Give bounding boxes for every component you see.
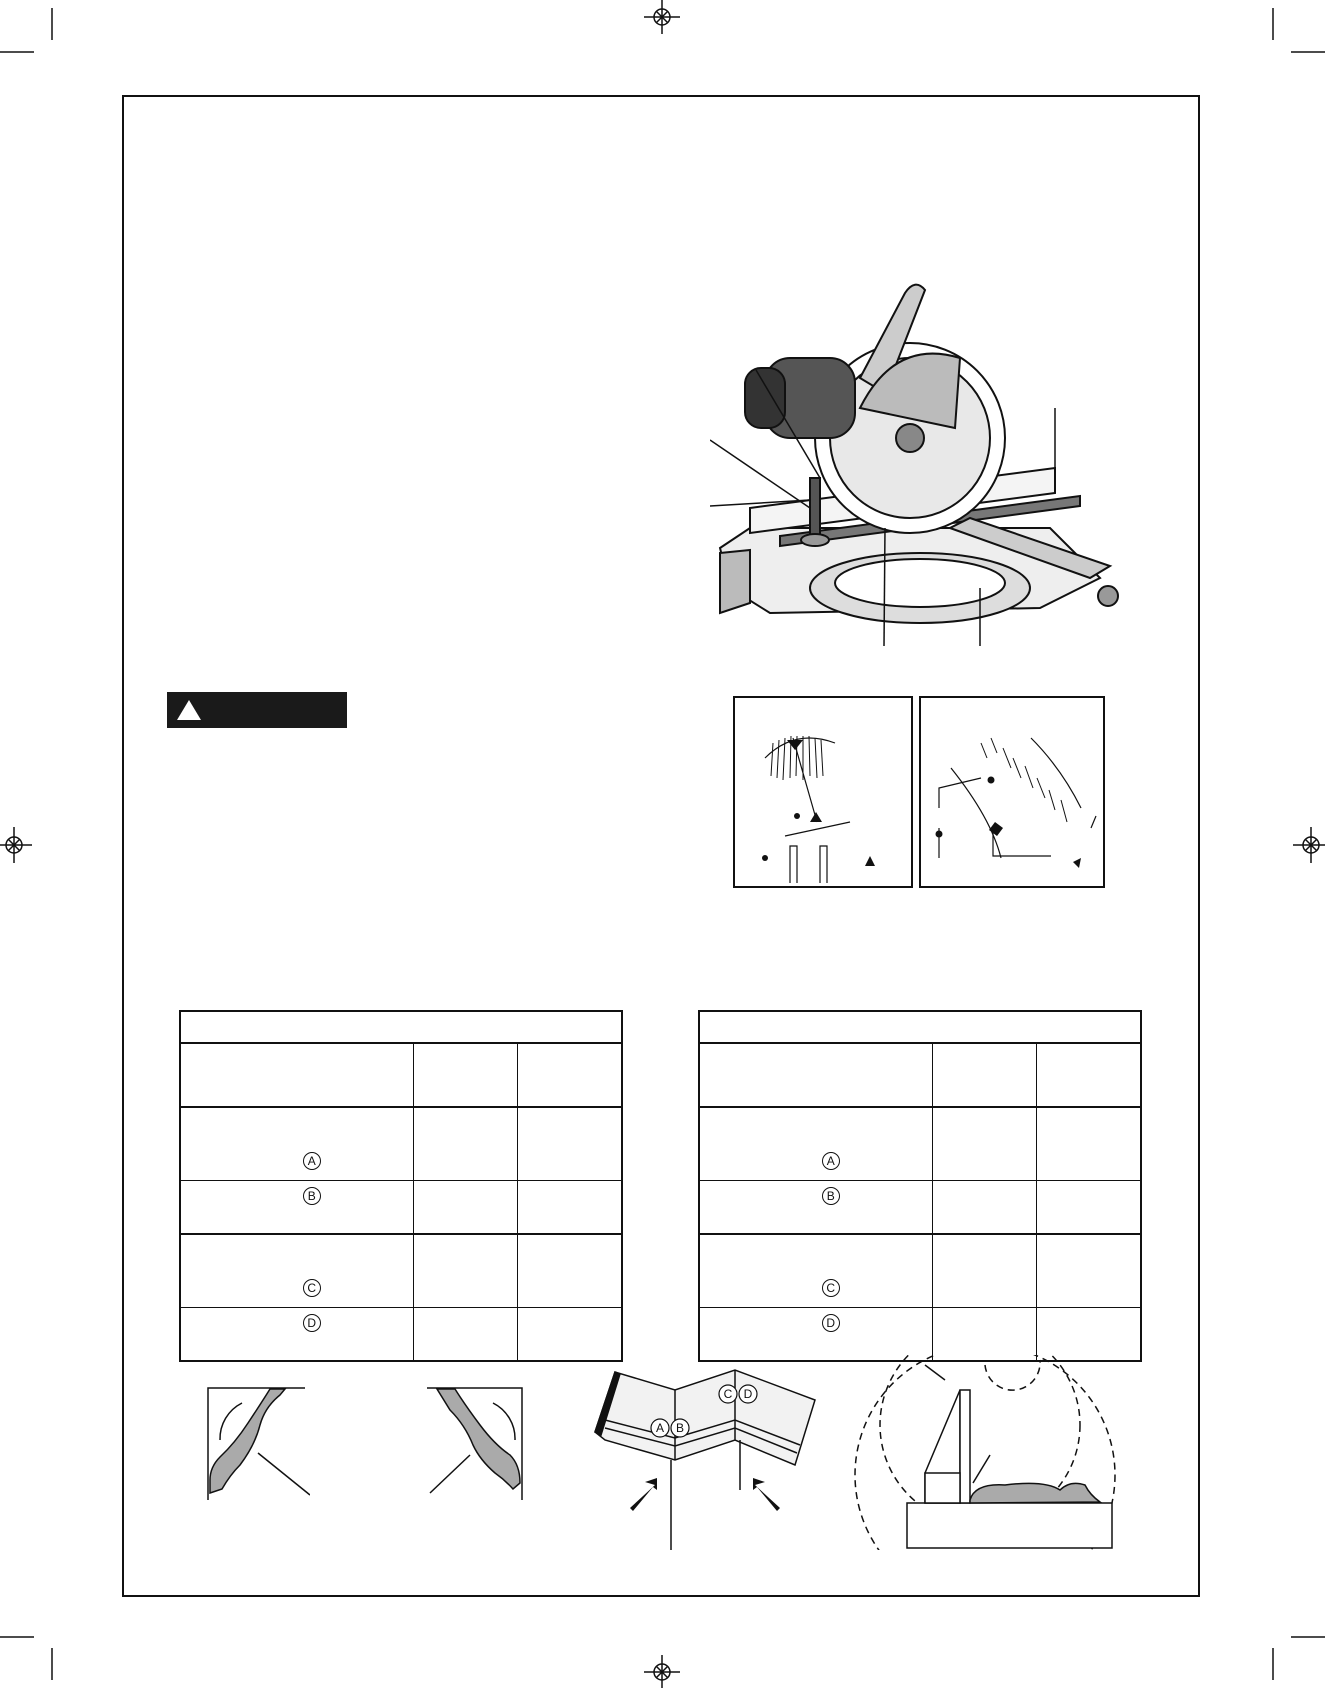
table-header <box>413 1043 517 1107</box>
setting-table-left <box>179 1010 623 1362</box>
marker-a: A <box>822 1152 840 1170</box>
table-cell <box>413 1181 517 1235</box>
table-header <box>932 1043 1036 1107</box>
table-row <box>699 1308 1141 1362</box>
table-cell <box>517 1234 622 1308</box>
table-row <box>699 1181 1141 1235</box>
crown-profile-left <box>200 1385 310 1500</box>
table-row <box>699 1107 1141 1181</box>
marker-c: C <box>723 1387 733 1401</box>
table-cell <box>413 1234 517 1308</box>
blade-clearance-diagram <box>845 1355 1160 1550</box>
table-row <box>180 1107 622 1181</box>
marker-a: A <box>655 1421 665 1435</box>
scale-detail-panel-right <box>919 696 1105 888</box>
target-icon-left <box>0 827 32 863</box>
table-row <box>180 1234 622 1308</box>
table-cell <box>1036 1107 1141 1181</box>
target-icon-right <box>1293 827 1325 863</box>
marker-b: B <box>822 1187 840 1205</box>
marker-d: D <box>303 1314 321 1332</box>
table-row <box>180 1181 622 1235</box>
marker-a: A <box>303 1152 321 1170</box>
miter-saw-illustration <box>710 278 1130 648</box>
table-cell <box>932 1107 1036 1181</box>
table-title <box>180 1011 622 1043</box>
marker-b: B <box>303 1187 321 1205</box>
table-title <box>699 1011 1141 1043</box>
table-header <box>517 1043 622 1107</box>
table-cell <box>517 1308 622 1362</box>
table-cell <box>932 1308 1036 1362</box>
table-cell <box>517 1181 622 1235</box>
table-row <box>180 1308 622 1362</box>
setting-table-right <box>698 1010 1142 1362</box>
table-cell <box>932 1181 1036 1235</box>
table-header <box>180 1043 413 1107</box>
table-header <box>1036 1043 1141 1107</box>
warning-label-bar <box>167 692 347 728</box>
table-cell <box>1036 1234 1141 1308</box>
marker-c: C <box>303 1279 321 1297</box>
marker-d: D <box>822 1314 840 1332</box>
crown-profile-right <box>425 1385 535 1500</box>
table-cell <box>932 1234 1036 1308</box>
table-cell <box>1036 1308 1141 1362</box>
scale-detail-panel-left <box>733 696 913 888</box>
table-cell <box>413 1308 517 1362</box>
marker-c: C <box>822 1279 840 1297</box>
target-icon-top <box>644 0 680 34</box>
table-cell <box>413 1107 517 1181</box>
marker-b: B <box>675 1421 685 1435</box>
warning-triangle-icon <box>177 700 201 720</box>
table-row <box>699 1234 1141 1308</box>
target-icon-bottom <box>644 1655 680 1688</box>
marker-d: D <box>743 1387 753 1401</box>
corner-molding-diagram <box>585 1360 820 1550</box>
table-cell <box>1036 1181 1141 1235</box>
table-header <box>699 1043 932 1107</box>
table-cell <box>517 1107 622 1181</box>
